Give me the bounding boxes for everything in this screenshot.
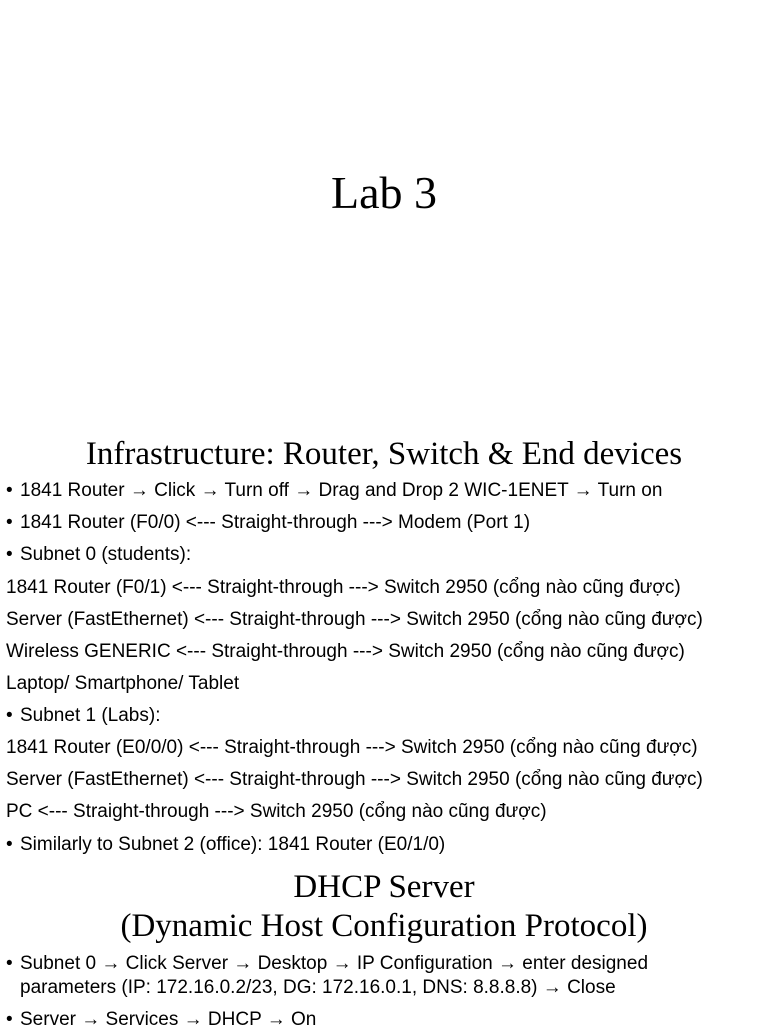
list-item: • Server → Services → DHCP → On — [6, 1008, 316, 1032]
list-item: 1841 Router (F0/1) <--- Straight-through ---> Switch 2950 (cổng nào cũng được) — [6, 577, 681, 598]
list-item: • Subnet 1 (Labs): — [6, 704, 160, 728]
list-item: Laptop/ Smartphone/ Tablet — [6, 673, 240, 694]
list-item: 1841 Router (E0/0/0) <--- Straight-through ---> Switch 2950 (cổng nào cũng được) — [6, 737, 698, 758]
list-item: PC <--- Straight-through ---> Switch 2950 (cổng nào cũng được) — [6, 801, 547, 822]
list-item: • 1841 Router → Click → Turn off → Drag and Drop 2 WIC-1ENET → Turn on — [6, 479, 662, 503]
list-item: • Subnet 0 → Click Server → Desktop → IP Configuration → enter designed — [6, 952, 648, 976]
lab-title: Lab 3 — [330, 167, 437, 218]
list-item: • Subnet 0 (students): — [6, 543, 191, 567]
list-item: Wireless GENERIC <--- Straight-through ---> Switch 2950 (cổng nào cũng được) — [6, 641, 685, 662]
dhcp-title-line1: DHCP Server — [293, 869, 475, 905]
dhcp-title-line2: (Dynamic Host Configuration Protocol) — [120, 908, 648, 944]
list-item: Server (FastEthernet) <--- Straight-through ---> Switch 2950 (cổng nào cũng được) — [6, 769, 703, 790]
infrastructure-title: Infrastructure: Router, Switch & End devices — [85, 436, 683, 472]
list-item: parameters (IP: 172.16.0.2/23, DG: 172.16.0.1, DNS: 8.8.8.8) → Close — [20, 977, 616, 998]
dhcp-title — [0, 868, 768, 946]
list-item: • 1841 Router (F0/0) <--- Straight-through ---> Modem (Port 1) — [6, 511, 530, 535]
list-item: Server (FastEthernet) <--- Straight-through ---> Switch 2950 (cổng nào cũng được) — [6, 609, 703, 630]
list-item: • Similarly to Subnet 2 (office): 1841 Router (E0/1/0) — [6, 833, 445, 857]
